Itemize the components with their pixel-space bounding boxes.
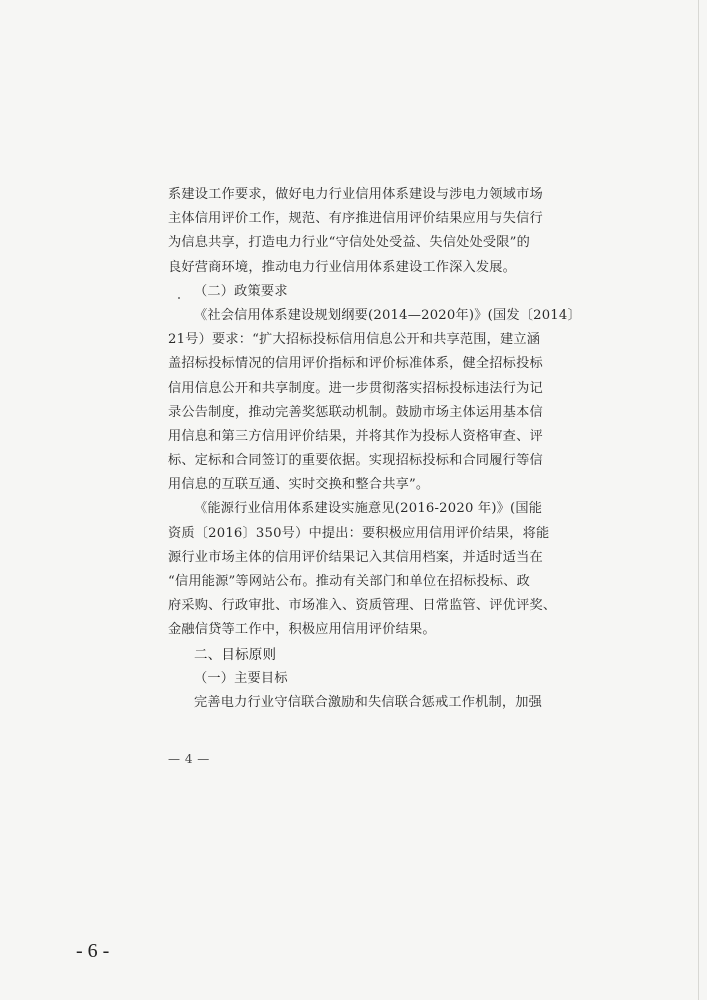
paragraph-2-line: 信用信息公开和共享制度。进一步贯彻落实招标投标违法行为记	[168, 380, 543, 396]
paragraph-3-line: 金融信贷等工作中，积极应用信用评价结果。	[168, 622, 436, 638]
section-heading-main-goal: （一）主要目标	[194, 670, 288, 686]
paragraph-2-line: 《社会信用体系建设规划纲要(2014—2020年)》(国发〔2014〕	[194, 307, 581, 323]
paragraph-2-line: 盖招标投标情况的信用评价指标和评价标准体系，健全招标投标	[168, 356, 543, 372]
paragraph-2-line: 用信息的互联互通、实时交换和整合共享”。	[168, 477, 430, 493]
paragraph-3-line: “信用能源”等网站公布。推动有关部门和单位在招标投标、政	[168, 574, 530, 589]
paragraph-1-line: 主体信用评价工作，规范、有序推进信用评价结果应用与失信行	[168, 211, 543, 227]
paragraph-1-line: 良好营商环境，推动电力行业信用体系建设工作深入发展。	[168, 259, 517, 275]
paragraph-2-line: 标、定标和合同签订的重要依据。实现招标投标和合同履行等信	[168, 453, 543, 469]
paragraph-1-line: 为信息共享，打造电力行业“守信处处受益、失信处处受限”的	[168, 235, 530, 251]
document-body	[168, 183, 581, 715]
paragraph-1-line: 系建设工作要求，做好电力行业信用体系建设与涉电力领域市场	[168, 187, 543, 202]
scan-speck	[178, 297, 180, 299]
paragraph-2-line: 21号）要求：“扩大招标投标信用信息公开和共享范围，建立涵	[168, 332, 541, 348]
paragraph-3-line: 府采购、行政审批、市场准入、资质管理、日常监管、评优评奖、	[168, 598, 557, 614]
section-heading-policy: （二）政策要求	[194, 283, 288, 299]
paragraph-3-line: 源行业市场主体的信用评价结果记入其信用档案，并适时适当在	[168, 549, 543, 565]
paragraph-3-line: 资质〔2016〕350号）中提出：要积极应用信用评价结果，将能	[168, 525, 550, 541]
paragraph-3-line: 《能源行业信用体系建设实施意见(2016-2020 年)》(国能	[194, 501, 543, 517]
outer-page-number: - 6 -	[76, 940, 110, 962]
paragraph-2-line: 用信息和第三方信用评价结果，并将其作为投标人资格审查、评	[168, 428, 543, 444]
paragraph-4-line: 完善电力行业守信联合激励和失信联合惩戒工作机制，加强	[194, 694, 543, 710]
section-heading-goals: 二、目标原则	[194, 646, 277, 663]
page-edge-shadow	[698, 0, 699, 1000]
inner-page-number: — 4 —	[168, 752, 210, 766]
paragraph-2-line: 录公告制度，推动完善奖惩联动机制。鼓励市场主体运用基本信	[168, 404, 543, 420]
